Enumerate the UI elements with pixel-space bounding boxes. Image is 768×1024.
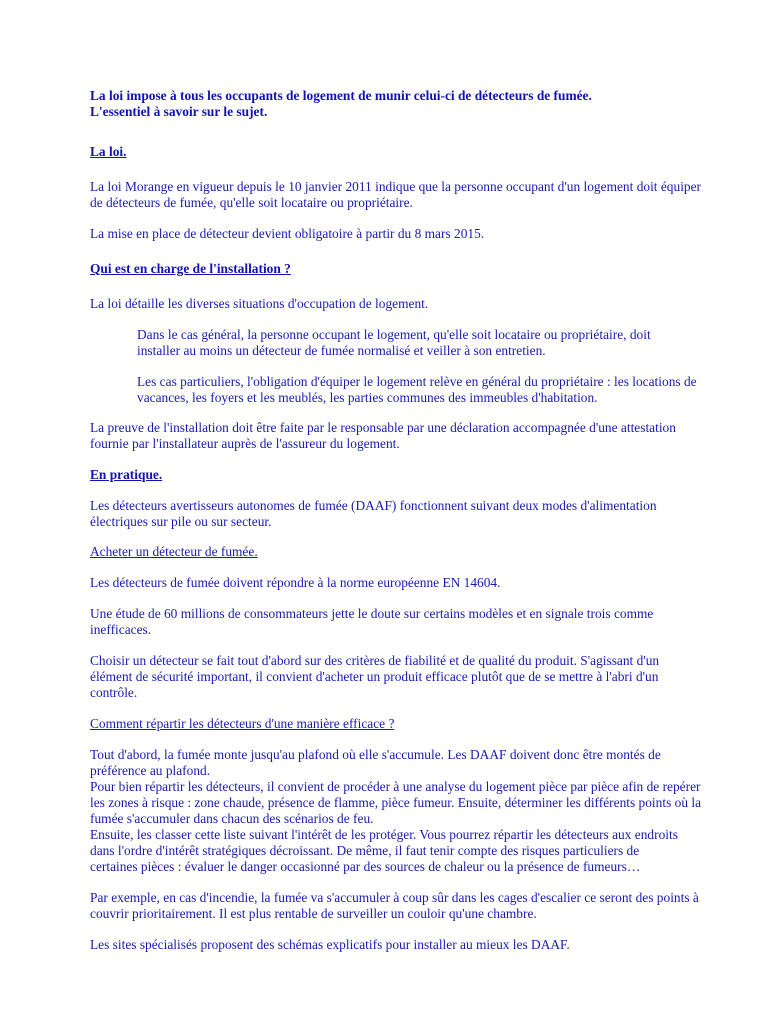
- repartir-paragraph-1a: Tout d'abord, la fumée monte jusqu'au plafond où elle s'accumule. Les DAAF doivent donc être montés de préférence au plafond.: [90, 747, 661, 778]
- sub-title-acheter: Acheter un détecteur de fumée.: [90, 544, 258, 559]
- installation-paragraph-4: La preuve de l'installation doit être faite par le responsable par une déclaration accompagnée d'une attestation fournie par l'installateur auprès de l'assureur du logement.: [90, 420, 676, 451]
- loi-paragraph-2: La mise en place de détecteur devient obligatoire à partir du 8 mars 2015.: [90, 226, 485, 241]
- repartir-paragraph-1b: Pour bien répartir les détecteurs, il convient de procéder à une analyse du logement pièce par pièce afin de repérer les zones à risque : zone chaude, présence de flamme, pièce fumeur. Ensuite, déterminer les différents points où la fumée s'accumuler dans chacun des scénarios de feu.: [90, 779, 702, 826]
- document-page: [90, 88, 710, 953]
- installation-paragraph-2: Dans le cas général, la personne occupant le logement, qu'elle soit locataire ou propriétaire, doit installer au moins un détecteur de fumée normalisé et veiller à son entretien.: [137, 327, 651, 358]
- intro-line-1: La loi impose à tous les occupants de logement de munir celui-ci de détecteurs de fumée.: [90, 88, 592, 103]
- acheter-paragraph-3: Choisir un détecteur se fait tout d'abord sur des critères de fiabilité et de qualité du produit. S'agissant d'un élément de sécurité important, il convient d'acheter un produit efficace plutôt que de se mettre à l'abri d'un contrôle.: [90, 653, 660, 700]
- installation-paragraph-3: Les cas particuliers, l'obligation d'équiper le logement relève en général du propriétaire : les locations de vacances, les foyers et les meublés, les parties communes des immeubles d'habitation.: [137, 374, 697, 405]
- acheter-paragraph-1: Les détecteurs de fumée doivent répondre à la norme européenne EN 14604.: [90, 575, 501, 590]
- section-title-pratique: En pratique.: [90, 467, 163, 482]
- pratique-paragraph-1: Les détecteurs avertisseurs autonomes de fumée (DAAF) fonctionnent suivant deux modes d'alimentation électriques sur pile ou sur secteur.: [90, 498, 657, 529]
- sub-title-repartir: Comment répartir les détecteurs d'une manière efficace ?: [90, 716, 395, 731]
- installation-paragraph-1: La loi détaille les diverses situations d'occupation de logement.: [90, 296, 429, 311]
- loi-paragraph-1: La loi Morange en vigueur depuis le 10 janvier 2011 indique que la personne occupant d'un logement doit équiper de détecteurs de fumée, qu'elle soit locataire ou propriétaire.: [90, 179, 702, 210]
- acheter-paragraph-2: Une étude de 60 millions de consommateurs jette le doute sur certains modèles et en signale trois comme inefficaces.: [90, 606, 654, 637]
- repartir-paragraph-2: Par exemple, en cas d'incendie, la fumée va s'accumuler à coup sûr dans les cages d'escalier ce seront des points à couvrir prioritairement. Il est plus rentable de surveiller un couloir qu'une chambre.: [90, 890, 699, 921]
- section-title-loi: La loi.: [90, 144, 127, 159]
- section-title-installation: Qui est en charge de l'installation ?: [90, 261, 291, 276]
- repartir-paragraph-3: Les sites spécialisés proposent des schémas explicatifs pour installer au mieux les DAAF.: [90, 937, 570, 952]
- intro-line-2: L'essentiel à savoir sur le sujet.: [90, 104, 268, 119]
- repartir-paragraph-1c: Ensuite, les classer cette liste suivant l'intérêt de les protéger. Vous pourrez répartir les détecteurs aux endroits dans l'ordre d'intérêt stratégiques décroissant. De même, il faut tenir compte des risques particuliers de certaines pièces : évaluer le danger occasionné par des sources de chaleur ou la présence de fumeurs…: [90, 827, 678, 874]
